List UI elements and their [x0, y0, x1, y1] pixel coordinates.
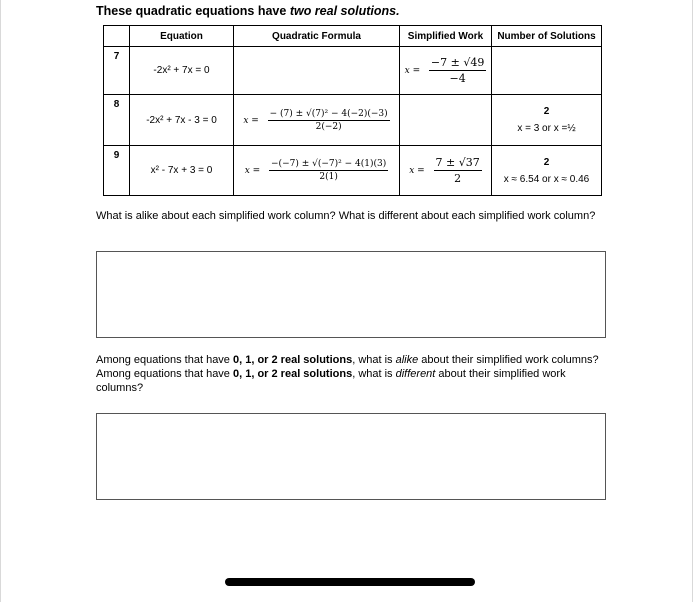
header-number — [104, 26, 130, 47]
equations-table — [103, 25, 602, 196]
solutions-cell — [492, 146, 602, 196]
equation-cell: -2x² + 7x - 3 = 0 — [130, 95, 234, 146]
simplified-fraction — [429, 56, 486, 85]
answer-box-2[interactable] — [96, 413, 606, 500]
q2-text: about their simplified work columns? Among equations that have — [96, 354, 599, 380]
formula-cell — [234, 146, 400, 196]
solution-count: 2 — [543, 156, 550, 168]
formula-fraction — [268, 109, 390, 132]
header-equation: Equation — [130, 26, 234, 47]
q2-italic: different — [395, 368, 436, 380]
equals-label: x = — [244, 166, 261, 177]
fraction-numerator: 7 ± √37 — [435, 156, 480, 169]
fraction-denominator: 2(1) — [319, 172, 338, 182]
simplified-cell — [400, 47, 492, 95]
q2-bold: 0, 1, or 2 real solutions — [232, 354, 353, 366]
fraction-denominator: −4 — [449, 72, 466, 85]
fraction-denominator: 2(−2) — [315, 121, 342, 132]
equals-label: x = — [409, 166, 425, 177]
q2-text: about their simplified work columns? — [96, 368, 566, 394]
question-2 — [96, 353, 606, 395]
formula-cell — [234, 95, 400, 146]
row-number: 9 — [104, 146, 130, 196]
header-quadratic-formula: Quadratic Formula — [234, 26, 400, 47]
simplified-cell — [400, 146, 492, 196]
q2-italic: alike — [395, 354, 419, 366]
heading-text: These quadratic equations have — [96, 4, 290, 18]
header-number-of-solutions: Number of Solutions — [492, 26, 602, 47]
equals-label: x = — [243, 115, 259, 126]
fraction-numerator: − (7) ± √(7)² − 4(−2)(−3) — [269, 108, 388, 119]
q2-text: , what is — [352, 354, 396, 366]
equation-cell: x² - 7x + 3 = 0 — [130, 146, 234, 196]
solution-count: 2 — [543, 106, 550, 117]
fraction-numerator: −(−7) ± √(−7)² − 4(1)(3) — [271, 159, 387, 169]
equals-label: x = — [404, 66, 421, 77]
q2-text: , what is — [352, 368, 396, 380]
heading-emphasis: two real solutions. — [289, 4, 400, 18]
question-1: What is alike about each simplified work column? What is different about each simplified work column? — [96, 210, 596, 222]
fraction-denominator: 2 — [454, 172, 462, 185]
simplified-fraction — [434, 156, 482, 185]
simplified-cell — [400, 95, 492, 146]
solution-values: x ≈ 6.54 or x ≈ 0.46 — [503, 173, 590, 185]
left-page-edge — [0, 0, 1, 602]
right-page-edge — [692, 0, 693, 602]
formula-fraction — [269, 159, 388, 182]
header-simplified-work: Simplified Work — [400, 26, 492, 47]
page-heading — [96, 4, 400, 18]
q2-text: Among equations that have — [96, 354, 233, 366]
home-indicator-bar[interactable] — [225, 578, 475, 586]
answer-box-1[interactable] — [96, 251, 606, 338]
table-row — [104, 95, 602, 146]
solution-values: x = 3 or x =½ — [517, 123, 576, 134]
equation-cell: -2x² + 7x = 0 — [130, 47, 234, 95]
table-header-row — [104, 26, 602, 47]
solutions-cell — [492, 47, 602, 95]
table-row — [104, 47, 602, 95]
solutions-cell — [492, 95, 602, 146]
row-number: 8 — [104, 95, 130, 146]
table-row — [104, 146, 602, 196]
formula-cell — [234, 47, 400, 95]
q2-bold: 0, 1, or 2 real solutions — [232, 368, 353, 380]
row-number: 7 — [104, 47, 130, 95]
fraction-numerator: −7 ± √49 — [430, 56, 485, 69]
